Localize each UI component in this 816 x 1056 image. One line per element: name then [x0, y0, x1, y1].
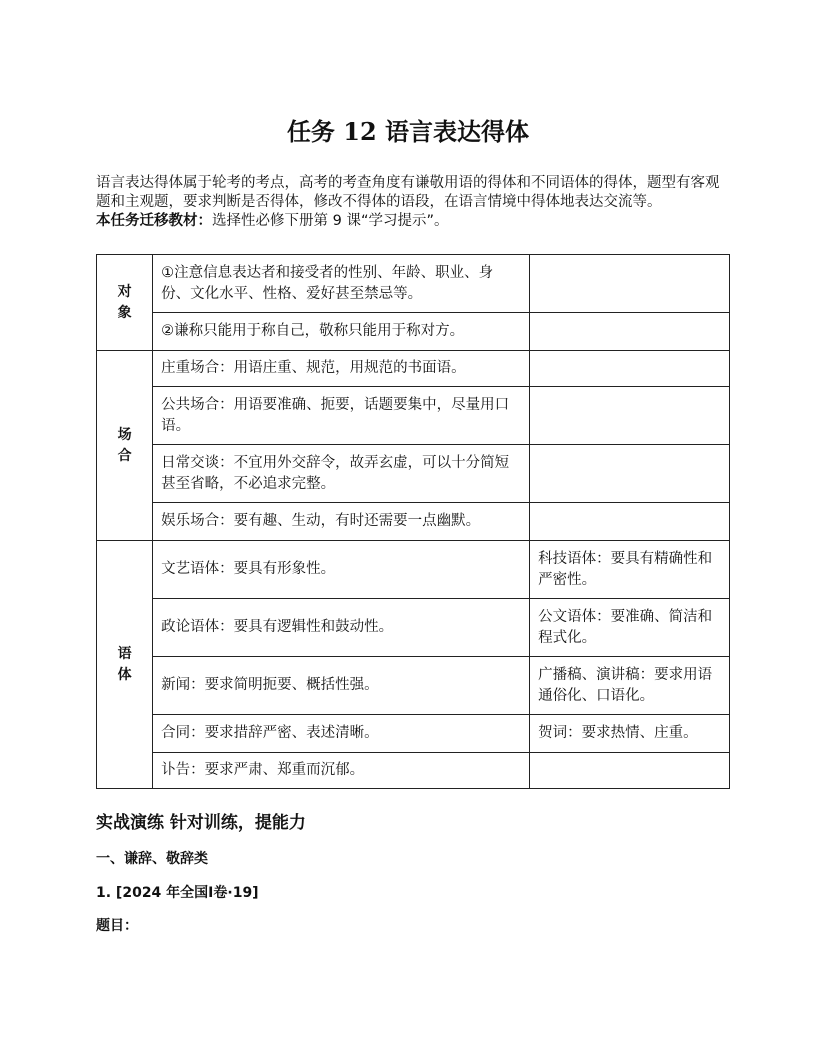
table-row	[97, 387, 730, 445]
table-cell-empty	[530, 351, 730, 387]
table-cell-empty	[530, 387, 730, 445]
table-row	[97, 541, 730, 599]
question-number: 1. [2024 年全国Ⅰ卷·19]	[96, 885, 259, 901]
subsection-heading: 一、谦辞、敬辞类	[96, 851, 208, 867]
table-cell: 科技语体：要具有精确性和严密性。	[530, 541, 730, 599]
table-cell: 庄重场合：用语庄重、规范，用规范的书面语。	[153, 351, 530, 387]
table-cell-empty	[530, 503, 730, 541]
intro-text: 语言表达得体属于轮考的考点，高考的考查角度有谦敬用语的得体和不同语体的得体，题型有客观题和主观题，要求判断是否得体，修改不得体的语段，在语言情境中得体地表达交流等。	[96, 175, 720, 210]
table-cell: ②谦称只能用于称自己，敬称只能用于称对方。	[153, 313, 530, 351]
table-row	[97, 255, 730, 313]
category-object: 对 象	[97, 255, 153, 351]
table-cell: 政论语体：要具有逻辑性和鼓动性。	[153, 599, 530, 657]
table-row	[97, 351, 730, 387]
table-row	[97, 715, 730, 753]
category-occasion: 场 合	[97, 351, 153, 541]
table-cell-empty	[530, 313, 730, 351]
table-cell: 娱乐场合：要有趣、生动，有时还需要一点幽默。	[153, 503, 530, 541]
category-style: 语 体	[97, 541, 153, 789]
table-cell: 新闻：要求简明扼要、概括性强。	[153, 657, 530, 715]
summary-table	[96, 254, 730, 789]
table-row	[97, 599, 730, 657]
table-cell: 讣告：要求严肃、郑重而沉郁。	[153, 753, 530, 789]
table-cell: 公共场合：用语要准确、扼要，话题要集中，尽量用口语。	[153, 387, 530, 445]
table-row	[97, 313, 730, 351]
textbook-label: 本任务迁移教材：	[96, 213, 212, 229]
page-title: 任务 12 语言表达得体	[286, 117, 530, 146]
table-row	[97, 503, 730, 541]
table-cell-empty	[530, 445, 730, 503]
question-label: 题目：	[96, 918, 138, 934]
table-row	[97, 657, 730, 715]
table-cell: 贺词：要求热情、庄重。	[530, 715, 730, 753]
table-cell-empty	[530, 255, 730, 313]
table-cell: 广播稿、演讲稿：要求用语通俗化、口语化。	[530, 657, 730, 715]
intro-paragraph	[96, 174, 726, 231]
table-cell: ①注意信息表达者和接受者的性别、年龄、职业、身份、文化水平、性格、爱好甚至禁忌等。	[153, 255, 530, 313]
section-heading: 实战演练 针对训练，提能力	[96, 813, 306, 833]
table-cell: 合同：要求措辞严密、表述清晰。	[153, 715, 530, 753]
table-cell: 公文语体：要准确、简洁和程式化。	[530, 599, 730, 657]
table-cell: 日常交谈：不宜用外交辞令，故弄玄虚，可以十分简短甚至省略，不必追求完整。	[153, 445, 530, 503]
table-cell-empty	[530, 753, 730, 789]
table-row	[97, 753, 730, 789]
textbook-line	[96, 212, 726, 231]
textbook-text: 选择性必修下册第 9 课“学习提示”。	[212, 213, 449, 229]
table-cell: 文艺语体：要具有形象性。	[153, 541, 530, 599]
table-row	[97, 445, 730, 503]
